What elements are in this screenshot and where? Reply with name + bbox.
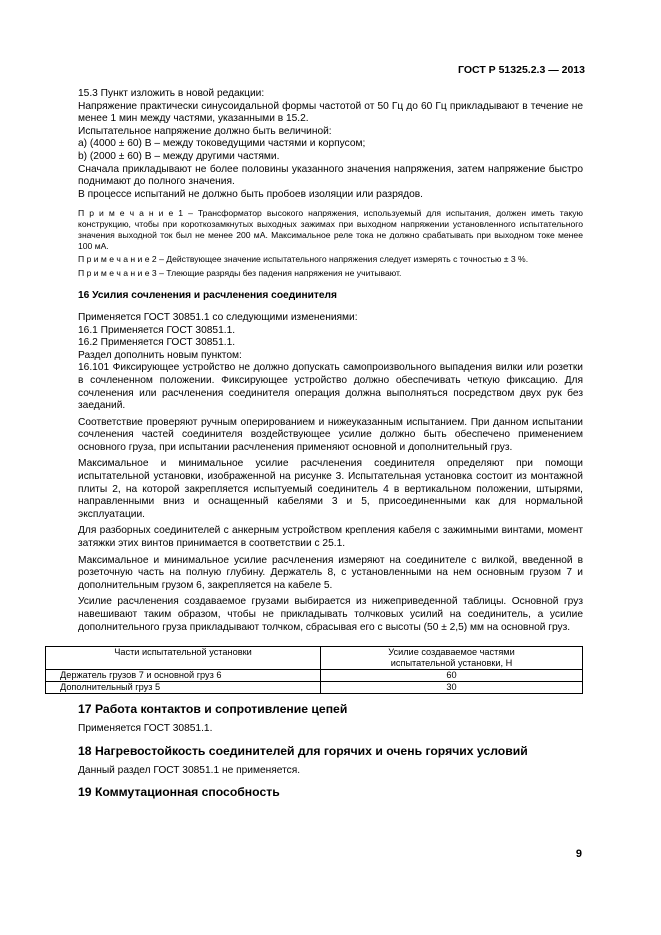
- paragraph: Раздел дополнить новым пунктом:: [78, 349, 242, 361]
- paragraph: Сначала прикладывают не более половины указанного значения напряжения, затем напряжение быстро поднимают до полного значения.: [78, 163, 583, 188]
- table-header-row: [46, 647, 583, 670]
- note-label: П р и м е ч а н и е 2 –: [78, 254, 164, 265]
- list-item: b) (2000 ± 60) В – между другими частями.: [78, 150, 280, 162]
- note-label: П р и м е ч а н и е 1 –: [78, 208, 193, 219]
- paragraph: Данный раздел ГОСТ 30851.1 не применяется.: [78, 764, 301, 776]
- paragraph: Испытательное напряжение должно быть величиной:: [78, 125, 332, 137]
- standard-code-header: ГОСТ Р 51325.2.3 — 2013: [458, 64, 585, 76]
- table-header-cell: Части испытательной установки: [46, 647, 321, 670]
- section-16-title: 16 Усилия сочленения и расчленения соединителя: [78, 290, 337, 302]
- note-text: Действующее значение испытательного напряжения следует измерять с точностью ± 3 %.: [163, 254, 529, 265]
- paragraph: Максимальное и минимальное усилие расчленения измеряют на соединителе с вилкой, введенной в розеточную часть на полную глубину. Держатель 8, с установленными на нем основным грузом 7 и дополнительным грузом 6, закрепляется на кабеле 5.: [78, 554, 583, 591]
- paragraph: Напряжение практически синусоидальной формы частотой от 50 Гц до 60 Гц прикладывают в течение не менее 1 мин между частями, указанными в 15.2.: [78, 100, 583, 125]
- header-line: Усилие создаваемое частями: [388, 647, 515, 658]
- clause-15-3-heading: 15.3 Пункт изложить в новой редакции:: [78, 88, 265, 99]
- note-text: Тлеющие разряды без падения напряжения не учитывают.: [163, 268, 402, 279]
- header-line: испытательной установки, Н: [390, 658, 513, 669]
- paragraph: Применяется ГОСТ 30851.1.: [78, 723, 213, 735]
- list-item: а) (4000 ± 60) В – между токоведущими частями и корпусом;: [78, 138, 366, 150]
- paragraph: 16.2 Применяется ГОСТ 30851.1.: [78, 337, 236, 349]
- section-19-title: 19 Коммутационная способность: [78, 785, 280, 800]
- force-table: [45, 646, 583, 694]
- note-label: П р и м е ч а н и е 3 –: [78, 268, 164, 279]
- paragraph: Усилие расчленения создаваемое грузами выбирается из нижеприведенной таблицы. Основной груз навешивают таким образом, чтобы не прикладывать толчковых усилий на соединитель, а усилие дополнительного груза прикладывают толчком, сбрасывая его с высоты (50 ± 2,5) мм на основной груз.: [78, 596, 583, 633]
- table-header-cell: [321, 647, 583, 670]
- note-text: Трансформатор высокого напряжения, используемый для испытания, должен иметь такую конструкцию, чтобы при короткозамкнутых выходных зажимах при выходном напряжении установленного испытательного значения выходной ток был не менее 200 мА. Максимальное реле тока не должно срабатывать при выходном токе менее 100 мА.: [78, 208, 583, 252]
- table-row: [46, 670, 583, 682]
- table-cell: 60: [321, 670, 583, 682]
- paragraph: 16.1 Применяется ГОСТ 30851.1.: [78, 324, 236, 336]
- table-row: [46, 682, 583, 694]
- note-2: [78, 254, 583, 265]
- note-1: [78, 208, 583, 252]
- section-17-title: 17 Работа контактов и сопротивление цепей: [78, 702, 348, 717]
- clause-16-101: 16.101 Фиксирующее устройство не должно допускать самопроизвольного выпадения вилки или розетки в сочлененном положении. Фиксирующее устройство должно обеспечивать четкую фиксацию. Для сочленения или расчленения соединителя операция должна выполняться посредством двух рук без заеданий.: [78, 362, 583, 412]
- note-3: [78, 268, 583, 279]
- page-number: 9: [575, 848, 582, 860]
- paragraph: Применяется ГОСТ 30851.1 со следующими изменениями:: [78, 311, 358, 323]
- paragraph: Соответствие проверяют ручным оперированием и нижеуказанным испытанием. При данном испытании сочленения частей соединителя воздействующее усилие должно быть обеспечено применением основного груза, при испытании расчленения применяют основной и дополнительный груз.: [78, 416, 583, 453]
- paragraph: В процессе испытаний не должно быть пробоев изоляции или разрядов.: [78, 188, 423, 200]
- table-cell: Дополнительный груз 5: [46, 682, 321, 694]
- table-cell: 30: [321, 682, 583, 694]
- section-18-title: 18 Нагревостойкость соединителей для горячих и очень горячих условий: [78, 743, 528, 758]
- table-cell: Держатель грузов 7 и основной груз 6: [46, 670, 321, 682]
- page-content: [60, 88, 583, 806]
- paragraph: Максимальное и минимальное усилие расчленения соединителя определяют при помощи испытательной установки, изображенной на рисунке 3. Испытательная установка состоит из монтажной плиты 2, на которой закрепляется испытуемый соединитель 4 в вертикальном положении, штырями, направленными вниз и оснащенный кабелями 3 и 5, присоединенными как для нормальной эксплуатации.: [78, 458, 583, 520]
- paragraph: Для разборных соединителей с анкерным устройством крепления кабеля с зажимными винтами, момент затяжки этих винтов принимается в соответствии с 25.1.: [78, 525, 583, 550]
